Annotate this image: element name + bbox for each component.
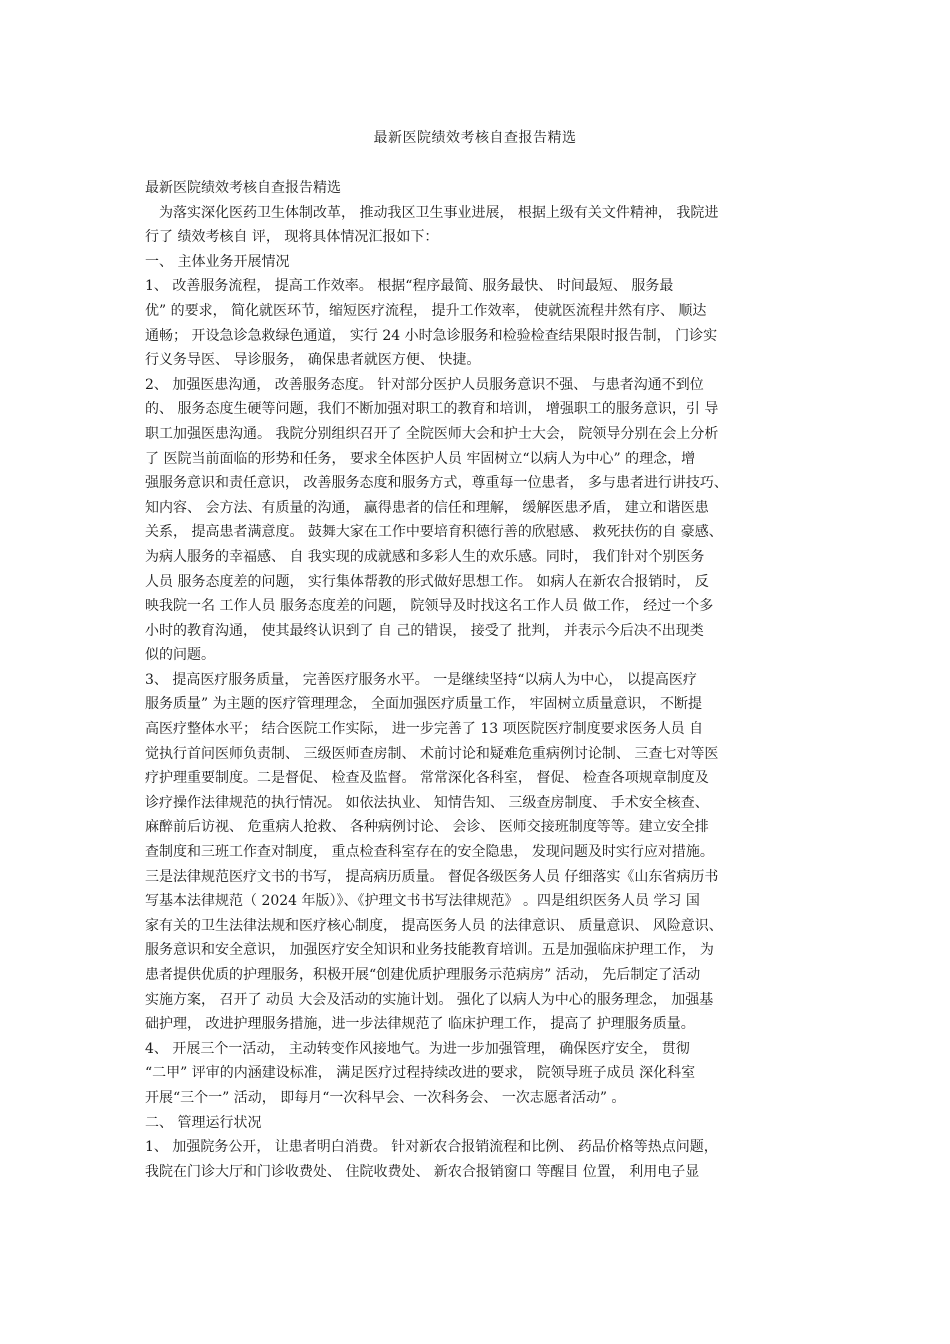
text-line: 高医疗整体水平； 结合医院工作实际， 进一步完善了 13 项医院医疗制度要求医务人员 自	[145, 721, 704, 738]
text-line: 似的问题。	[145, 647, 215, 664]
text-line: 服务质量” 为主题的医疗管理理念， 全面加强医疗质量工作， 牢固树立质量意识， 不断提	[145, 696, 702, 713]
text-line: 职工加强医患沟通。 我院分别组织召开了 全院医师大会和护士大会， 院领导分别在会上分析	[145, 425, 719, 442]
text-line: 4、 开展三个一活动， 主动转变作风接地气。为进一步加强管理， 确保医疗安全， 贯彻	[145, 1040, 690, 1057]
text-line: 患者提供优质的护理服务，积极开展“创建优质护理服务示范病房” 活动， 先后制定了活动	[145, 967, 701, 983]
text-line: 行了 绩效考核自 评， 现将具体情况汇报如下：	[145, 229, 439, 246]
document-body	[145, 176, 815, 1184]
text-line: 映我院一名 工作人员 服务态度差的问题， 院领导及时找这名工作人员 做工作， 经过一个多	[145, 598, 714, 615]
text-line: 关系， 提高患者满意度。 鼓舞大家在工作中要培育积德行善的欣慰感、 救死扶伤的自 豪感、	[145, 524, 723, 541]
text-line: 服务意识和安全意识， 加强医疗安全知识和业务技能教育培训。五是加强临床护理工作， 为	[145, 942, 714, 959]
text-line: 小时的教育沟通， 使其最终认识到了 自 己的错误， 接受了 批判， 并表示今后决不出现类	[145, 622, 704, 639]
text-line: 为落实深化医药卫生体制改革， 推动我区卫生事业进展， 根据上级有关文件精神， 我院进	[145, 204, 719, 221]
text-line: 实施方案， 召开了 动员 大会及活动的实施计划。 强化了以病人为中心的服务理念， 加强基	[145, 991, 714, 1008]
text-line: 查制度和三班工作查对制度， 重点检查科室存在的安全隐患， 发现问题及时实行应对措施。	[145, 844, 714, 861]
text-line: 优” 的要求， 简化就医环节，缩短医疗流程， 提升工作效率， 使就医流程井然有序、 顺达	[145, 302, 707, 319]
text-line: 为病人服务的幸福感、 自 我实现的成就感和多彩人生的欢乐感。同时， 我们针对个别医务	[145, 548, 705, 565]
text-line: 知内容、 会方法、有质量的沟通， 赢得患者的信任和理解， 缓解医患矛盾， 建立和谐医患	[145, 499, 709, 516]
text-line: 础护理， 改进护理服务措施，进一步法律规范了 临床护理工作， 提高了 护理服务质量。	[145, 1016, 695, 1033]
text-line: 强服务意识和责任意识， 改善服务态度和服务方式，尊重每一位患者， 多与患者进行讲技巧、	[145, 475, 728, 492]
text-line: 二、 管理运行状况	[145, 1114, 262, 1131]
text-line: 通畅； 开设急诊急救绿色通道， 实行 24 小时急诊服务和检验检查结果限时报告制， 门诊实	[145, 327, 718, 344]
page-title: 最新医院绩效考核自查报告精选	[373, 130, 577, 146]
text-line: 疗护理重要制度。二是督促、 检查及监督。 常常深化各科室， 督促、 检查各项规章制度及	[145, 770, 709, 787]
text-line: 人员 服务态度差的问题， 实行集体帮教的形式做好思想工作。 如病人在新农合报销时， 反	[145, 573, 709, 590]
text-line: 写基本法律规范（ 2024 年版）》、《护理文书书写法律规范》 。四是组织医务人员 学习 国	[145, 893, 700, 910]
text-line: 诊疗操作法律规范的执行情况。 如依法执业、 知情告知、 三级查房制度、 手术安全核查、	[145, 794, 709, 811]
text-line: 家有关的卫生法律法规和医疗核心制度， 提高医务人员 的法律意识、 质量意识、 风险意识、	[145, 917, 723, 934]
document-subtitle: 最新医院绩效考核自查报告精选	[145, 180, 341, 196]
text-line: “二甲” 评审的内涵建设标准， 满足医疗过程持续改进的要求， 院领导班子成员 深化科室	[145, 1065, 696, 1082]
text-line: 了 医院当前面临的形势和任务， 要求全体医护人员 牢固树立“以病人为中心” 的理念，增	[145, 450, 696, 467]
text-line: 觉执行首问医师负责制、 三级医师查房制、 术前讨论和疑难危重病例讨论制、 三查七对等医	[145, 745, 719, 762]
text-line: 2、 加强医患沟通， 改善服务态度。 针对部分医护人员服务意识不强、 与患者沟通不到位	[145, 376, 704, 393]
text-line: 的、 服务态度生硬等问题，我们不断加强对职工的教育和培训， 增强职工的服务意识，引 导	[145, 401, 719, 418]
text-line: 行义务导医、 导诊服务， 确保患者就医方便、 快捷。	[145, 352, 481, 369]
text-line: 三是法律规范医疗文书的书写， 提高病历质量。 督促各级医务人员 仔细落实《山东省病历书	[145, 868, 719, 885]
text-line: 麻醉前后访视、 危重病人抢救、 各种病例讨论、 会诊、 医师交接班制度等等。建立安全排	[145, 819, 709, 836]
text-line: 我院在门诊大厅和门诊收费处、 住院收费处、 新农合报销窗口 等醒目 位置， 利用电子显	[145, 1163, 700, 1180]
text-line: 1、 加强院务公开， 让患者明白消费。 针对新农合报销流程和比例、 药品价格等热点问题，	[145, 1139, 718, 1156]
text-line: 开展“三个一” 活动， 即每月“一次科早会、一次科务会、 一次志愿者活动” 。	[145, 1089, 626, 1106]
text-line: 一、 主体业务开展情况	[145, 253, 290, 270]
text-line: 1、 改善服务流程， 提高工作效率。 根据“程序最简、服务最快、 时间最短、 服务最	[145, 278, 674, 295]
text-line: 3、 提高医疗服务质量， 完善医疗服务水平。 一是继续坚持“以病人为中心， 以提高医疗	[145, 671, 697, 688]
